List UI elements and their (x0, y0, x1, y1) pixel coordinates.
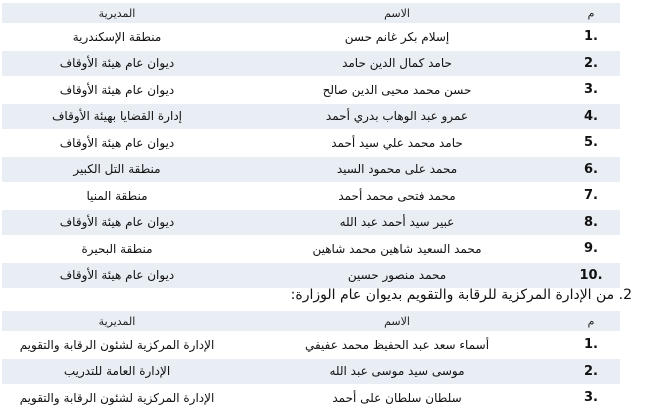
row-num: 2. (562, 50, 620, 77)
row-dept: ديوان عام هيئة الأوقاف (2, 130, 232, 157)
row-name: موسى سيد موسى عبد الله (232, 358, 562, 385)
row-num: 10. (562, 262, 620, 288)
header-dept: المديرية (2, 3, 232, 24)
row-name: عمرو عبد الوهاب بدري أحمد (232, 103, 562, 130)
table-row (2, 385, 620, 411)
table-row (2, 262, 620, 288)
table-row (2, 24, 620, 51)
table-row (2, 236, 620, 263)
table-row (2, 50, 620, 77)
table-header-row (2, 311, 620, 332)
row-name: عبير سيد أحمد عبد الله (232, 209, 562, 236)
header-name: الاسم (232, 311, 562, 332)
row-num: 7. (562, 183, 620, 210)
table-row (2, 77, 620, 104)
table-regions (2, 3, 620, 288)
row-dept: منطقة المنيا (2, 183, 232, 210)
row-name: أسماء سعد عبد الحفيظ محمد عفيفي (232, 332, 562, 359)
header-dept: المديرية (2, 311, 232, 332)
row-dept: منطقة الإسكندرية (2, 24, 232, 51)
row-num: 9. (562, 236, 620, 263)
row-dept: ديوان عام هيئة الأوقاف (2, 50, 232, 77)
row-dept: ديوان عام هيئة الأوقاف (2, 77, 232, 104)
row-num: 3. (562, 77, 620, 104)
row-name: سلطان سلطان على أحمد (232, 385, 562, 411)
row-dept: الإدارة المركزية لشئون الرقابة والتقويم (2, 332, 232, 359)
section-heading: 2. من الإدارة المركزية للرقابة والتقويم بديوان عام الوزارة: (290, 287, 632, 303)
row-num: 5. (562, 130, 620, 157)
table-row (2, 103, 620, 130)
row-num: 4. (562, 103, 620, 130)
table-row (2, 183, 620, 210)
table-header-row (2, 3, 620, 24)
row-dept: الإدارة العامة للتدريب (2, 358, 232, 385)
row-name: حامد محمد علي سيد أحمد (232, 130, 562, 157)
header-num: م (562, 311, 620, 332)
row-dept: إدارة القضايا بهيئة الأوقاف (2, 103, 232, 130)
header-num: م (562, 3, 620, 24)
row-dept: الإدارة المركزية لشئون الرقابة والتقويم (2, 385, 232, 411)
row-num: 2. (562, 358, 620, 385)
table-row (2, 332, 620, 359)
row-name: محمد منصور حسين (232, 262, 562, 288)
row-dept: ديوان عام هيئة الأوقاف (2, 262, 232, 288)
row-num: 6. (562, 156, 620, 183)
table-row (2, 209, 620, 236)
row-name: محمد السعيد شاهين محمد شاهين (232, 236, 562, 263)
row-name: حسن محمد محيى الدين صالح (232, 77, 562, 104)
row-name: محمد فتحى محمد أحمد (232, 183, 562, 210)
table-central-admin (2, 311, 620, 411)
row-name: إسلام بكر غانم حسن (232, 24, 562, 51)
row-num: 1. (562, 24, 620, 51)
table-row (2, 130, 620, 157)
header-name: الاسم (232, 3, 562, 24)
row-num: 3. (562, 385, 620, 411)
row-name: حامد كمال الدين حامد (232, 50, 562, 77)
table-row (2, 156, 620, 183)
row-num: 8. (562, 209, 620, 236)
row-dept: ديوان عام هيئة الأوقاف (2, 209, 232, 236)
row-dept: منطقة البحيرة (2, 236, 232, 263)
row-name: محمد على محمود السيد (232, 156, 562, 183)
table-row (2, 358, 620, 385)
row-dept: منطقة التل الكبير (2, 156, 232, 183)
row-num: 1. (562, 332, 620, 359)
